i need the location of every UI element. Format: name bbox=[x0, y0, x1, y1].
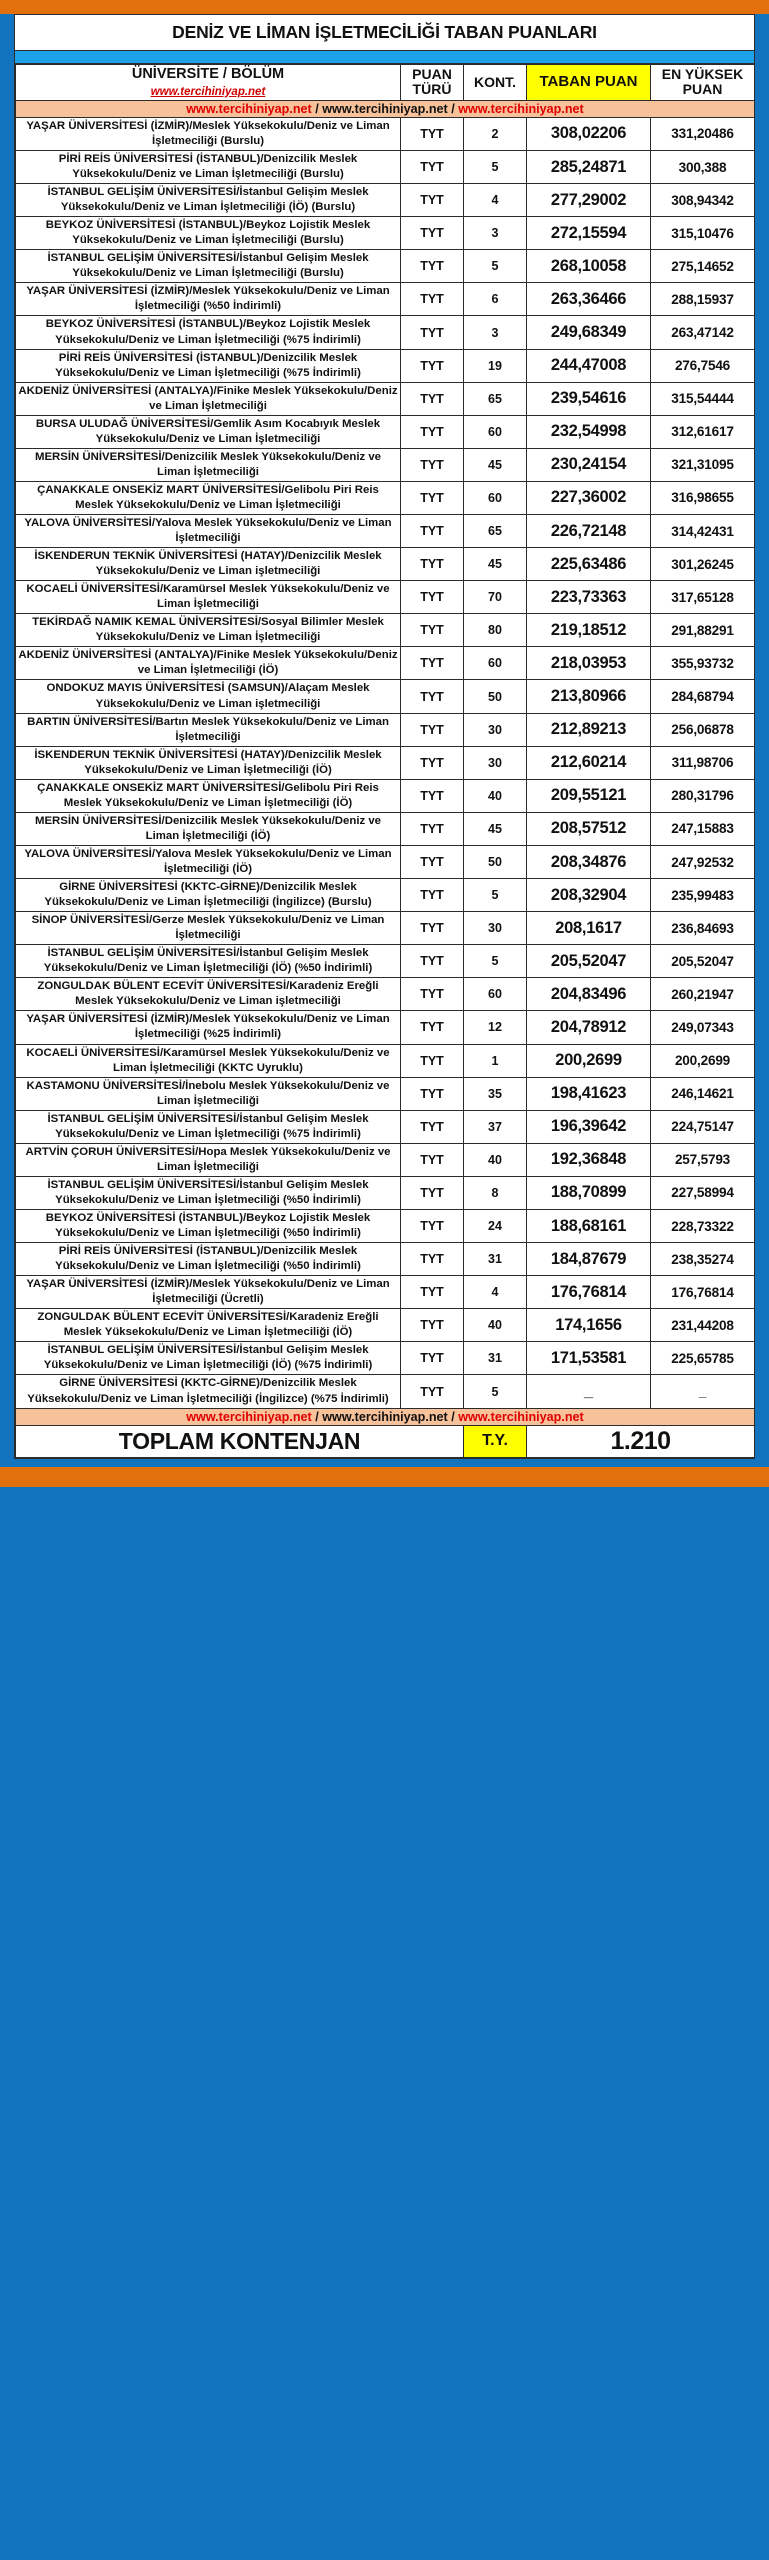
cell-highest-score: 314,42431 bbox=[651, 515, 755, 548]
cell-quota: 4 bbox=[464, 1276, 527, 1309]
cell-score-type: TYT bbox=[401, 250, 464, 283]
table-row bbox=[16, 614, 755, 647]
cell-university: BEYKOZ ÜNİVERSİTESİ (İSTANBUL)/Beykoz Lojistik Meslek Yüksekokulu/Deniz ve Liman İşletmeciliği (%75 İndirimli) bbox=[16, 316, 401, 349]
cell-base-score: 204,83496 bbox=[527, 978, 651, 1011]
cell-score-type: TYT bbox=[401, 879, 464, 912]
cell-score-type: TYT bbox=[401, 1309, 464, 1342]
cell-highest-score: 227,58994 bbox=[651, 1176, 755, 1209]
cell-university: ZONGULDAK BÜLENT ECEVİT ÜNİVERSİTESİ/Karadeniz Ereğli Meslek Yüksekokulu/Deniz ve Liman işletmeciliği bbox=[16, 978, 401, 1011]
cell-base-score: 188,68161 bbox=[527, 1209, 651, 1242]
total-row bbox=[16, 1425, 755, 1457]
table-row bbox=[16, 1276, 755, 1309]
cell-university: YAŞAR ÜNİVERSİTESİ (İZMİR)/Meslek Yüksekokulu/Deniz ve Liman İşletmeciliği (Ücretli) bbox=[16, 1276, 401, 1309]
table-row bbox=[16, 1209, 755, 1242]
cell-highest-score: 308,94342 bbox=[651, 184, 755, 217]
cell-score-type: TYT bbox=[401, 746, 464, 779]
cell-score-type: TYT bbox=[401, 845, 464, 878]
table-row bbox=[16, 746, 755, 779]
table-head bbox=[16, 65, 755, 118]
table-row bbox=[16, 184, 755, 217]
column-header-university bbox=[16, 65, 401, 101]
cell-university: İSTANBUL GELİŞİM ÜNİVERSİTESİ/İstanbul Gelişim Meslek Yüksekokulu/Deniz ve Liman İşletmeciliği (İÖ) (%50 İndirimli) bbox=[16, 945, 401, 978]
table-row bbox=[16, 415, 755, 448]
cell-score-type: TYT bbox=[401, 1011, 464, 1044]
cell-highest-score: 284,68794 bbox=[651, 680, 755, 713]
cell-university: PİRİ REİS ÜNİVERSİTESİ (İSTANBUL)/Denizcilik Meslek Yüksekokulu/Deniz ve Liman İşletmeciliği (%75 İndirimli) bbox=[16, 349, 401, 382]
cell-base-score: 208,57512 bbox=[527, 812, 651, 845]
cell-highest-score: 355,93732 bbox=[651, 647, 755, 680]
page-title: DENİZ VE LİMAN İŞLETMECİLİĞİ TABAN PUANLARI bbox=[15, 15, 754, 51]
cell-base-score: 198,41623 bbox=[527, 1077, 651, 1110]
cell-highest-score: 200,2699 bbox=[651, 1044, 755, 1077]
cell-score-type: TYT bbox=[401, 812, 464, 845]
cell-base-score: 171,53581 bbox=[527, 1342, 651, 1375]
cell-base-score: 192,36848 bbox=[527, 1143, 651, 1176]
cell-base-score: 223,73363 bbox=[527, 581, 651, 614]
cell-university: ONDOKUZ MAYIS ÜNİVERSİTESİ (SAMSUN)/Alaçam Meslek Yüksekokulu/Deniz ve Liman işletmeciliği bbox=[16, 680, 401, 713]
cell-score-type: TYT bbox=[401, 680, 464, 713]
cell-quota: 8 bbox=[464, 1176, 527, 1209]
cell-score-type: TYT bbox=[401, 548, 464, 581]
cell-score-type: TYT bbox=[401, 117, 464, 150]
cell-quota: 40 bbox=[464, 779, 527, 812]
cell-university: İSTANBUL GELİŞİM ÜNİVERSİTESİ/İstanbul Gelişim Meslek Yüksekokulu/Deniz ve Liman İşletmeciliği (%50 İndirimli) bbox=[16, 1176, 401, 1209]
cell-base-score: 174,1656 bbox=[527, 1309, 651, 1342]
cell-base-score: 204,78912 bbox=[527, 1011, 651, 1044]
cell-university: ARTVİN ÇORUH ÜNİVERSİTESİ/Hopa Meslek Yüksekokulu/Deniz ve Liman İşletmeciliği bbox=[16, 1143, 401, 1176]
cell-university: YAŞAR ÜNİVERSİTESİ (İZMİR)/Meslek Yüksekokulu/Deniz ve Liman İşletmeciliği (%25 İndirimli) bbox=[16, 1011, 401, 1044]
cell-quota: 40 bbox=[464, 1309, 527, 1342]
cell-highest-score: 260,21947 bbox=[651, 978, 755, 1011]
cell-highest-score: 321,31095 bbox=[651, 448, 755, 481]
cell-base-score: 205,52047 bbox=[527, 945, 651, 978]
bottom-orange-bar bbox=[0, 1467, 769, 1487]
cell-university: İSTANBUL GELİŞİM ÜNİVERSİTESİ/İstanbul Gelişim Meslek Yüksekokulu/Deniz ve Liman İşletmeciliği (Burslu) bbox=[16, 250, 401, 283]
cell-highest-score: 280,31796 bbox=[651, 779, 755, 812]
cell-university: İSTANBUL GELİŞİM ÜNİVERSİTESİ/İstanbul Gelişim Meslek Yüksekokulu/Deniz ve Liman İşletmeciliği (İÖ) (%75 İndirimli) bbox=[16, 1342, 401, 1375]
table-row bbox=[16, 680, 755, 713]
promo-link-4[interactable]: www.tercihiniyap.net bbox=[186, 1409, 312, 1424]
total-score-type: T.Y. bbox=[464, 1425, 527, 1457]
cell-score-type: TYT bbox=[401, 1243, 464, 1276]
bottom-gap bbox=[0, 1459, 769, 1467]
cell-score-type: TYT bbox=[401, 481, 464, 514]
table-row bbox=[16, 1110, 755, 1143]
promo-banner-bottom-row bbox=[16, 1408, 755, 1425]
cell-highest-score: 331,20486 bbox=[651, 117, 755, 150]
table-row bbox=[16, 283, 755, 316]
table-row bbox=[16, 647, 755, 680]
cell-university: AKDENİZ ÜNİVERSİTESİ (ANTALYA)/Finike Meslek Yüksekokulu/Deniz ve Liman İşletmeciliği bbox=[16, 382, 401, 415]
cell-university: SİNOP ÜNİVERSİTESİ/Gerze Meslek Yüksekokulu/Deniz ve Liman İşletmeciliği bbox=[16, 912, 401, 945]
cell-base-score: 308,02206 bbox=[527, 117, 651, 150]
cell-base-score: 227,36002 bbox=[527, 481, 651, 514]
table-row bbox=[16, 1342, 755, 1375]
cell-highest-score: 300,388 bbox=[651, 150, 755, 183]
cell-highest-score: 231,44208 bbox=[651, 1309, 755, 1342]
cell-quota: 60 bbox=[464, 978, 527, 1011]
cell-score-type: TYT bbox=[401, 349, 464, 382]
cell-score-type: TYT bbox=[401, 1209, 464, 1242]
table-row bbox=[16, 713, 755, 746]
cell-base-score: 277,29002 bbox=[527, 184, 651, 217]
cell-highest-score: 247,15883 bbox=[651, 812, 755, 845]
cell-base-score: 268,10058 bbox=[527, 250, 651, 283]
cell-score-type: TYT bbox=[401, 1110, 464, 1143]
cell-score-type: TYT bbox=[401, 581, 464, 614]
cell-base-score: 200,2699 bbox=[527, 1044, 651, 1077]
cell-university: İSKENDERUN TEKNİK ÜNİVERSİTESİ (HATAY)/Denizcilik Meslek Yüksekokulu/Deniz ve Liman işletmeciliği bbox=[16, 548, 401, 581]
cell-quota: 31 bbox=[464, 1243, 527, 1276]
cell-score-type: TYT bbox=[401, 1176, 464, 1209]
table-row bbox=[16, 250, 755, 283]
promo-banner-bottom[interactable] bbox=[16, 1408, 755, 1425]
cell-highest-score: 224,75147 bbox=[651, 1110, 755, 1143]
cell-base-score: 239,54616 bbox=[527, 382, 651, 415]
column-header-base-score: TABAN PUAN bbox=[527, 65, 651, 101]
table-row bbox=[16, 316, 755, 349]
cell-score-type: TYT bbox=[401, 1375, 464, 1408]
table-row bbox=[16, 812, 755, 845]
table-row bbox=[16, 382, 755, 415]
cell-highest-score: 236,84693 bbox=[651, 912, 755, 945]
cell-base-score: 208,34876 bbox=[527, 845, 651, 878]
cell-university: İSTANBUL GELİŞİM ÜNİVERSİTESİ/İstanbul Gelişim Meslek Yüksekokulu/Deniz ve Liman İşletmeciliği (%75 İndirimli) bbox=[16, 1110, 401, 1143]
promo-link-2[interactable]: www.tercihiniyap.net bbox=[322, 101, 448, 116]
table-row bbox=[16, 978, 755, 1011]
top-orange-bar bbox=[0, 0, 769, 14]
cell-quota: 5 bbox=[464, 150, 527, 183]
cell-base-score: 213,80966 bbox=[527, 680, 651, 713]
cell-quota: 60 bbox=[464, 481, 527, 514]
cell-quota: 24 bbox=[464, 1209, 527, 1242]
cell-quota: 60 bbox=[464, 647, 527, 680]
cell-base-score: 208,32904 bbox=[527, 879, 651, 912]
cell-highest-score: 235,99483 bbox=[651, 879, 755, 912]
cell-quota: 65 bbox=[464, 515, 527, 548]
cell-highest-score: 315,54444 bbox=[651, 382, 755, 415]
cell-university: YALOVA ÜNİVERSİTESİ/Yalova Meslek Yüksekokulu/Deniz ve Liman İşletmeciliği bbox=[16, 515, 401, 548]
cell-score-type: TYT bbox=[401, 448, 464, 481]
cell-score-type: TYT bbox=[401, 1077, 464, 1110]
cell-university: GİRNE ÜNİVERSİTESİ (KKTC-GİRNE)/Denizcilik Meslek Yüksekokulu/Deniz ve Liman İşletmeciliği (İngilizce) (Burslu) bbox=[16, 879, 401, 912]
cell-score-type: TYT bbox=[401, 978, 464, 1011]
cell-highest-score: _ bbox=[651, 1375, 755, 1408]
cell-score-type: TYT bbox=[401, 1143, 464, 1176]
cell-university: GİRNE ÜNİVERSİTESİ (KKTC-GİRNE)/Denizcilik Meslek Yüksekokulu/Deniz ve Liman İşletmeciliği (İngilizce) (%75 İndirimli) bbox=[16, 1375, 401, 1408]
table-row bbox=[16, 448, 755, 481]
cell-highest-score: 301,26245 bbox=[651, 548, 755, 581]
cell-highest-score: 291,88291 bbox=[651, 614, 755, 647]
cell-score-type: TYT bbox=[401, 945, 464, 978]
cell-quota: 5 bbox=[464, 250, 527, 283]
cell-score-type: TYT bbox=[401, 1342, 464, 1375]
cell-highest-score: 311,98706 bbox=[651, 746, 755, 779]
cell-highest-score: 276,7546 bbox=[651, 349, 755, 382]
cell-highest-score: 176,76814 bbox=[651, 1276, 755, 1309]
table-foot bbox=[16, 1408, 755, 1457]
cell-score-type: TYT bbox=[401, 150, 464, 183]
cell-quota: 2 bbox=[464, 117, 527, 150]
promo-sep-3: / bbox=[311, 1409, 323, 1424]
cell-base-score: 244,47008 bbox=[527, 349, 651, 382]
cell-university: YALOVA ÜNİVERSİTESİ/Yalova Meslek Yüksekokulu/Deniz ve Liman İşletmeciliği (İÖ) bbox=[16, 845, 401, 878]
cell-university: TEKİRDAĞ NAMIK KEMAL ÜNİVERSİTESİ/Sosyal Bilimler Meslek Yüksekokulu/Deniz ve Liman İşletmeciliği bbox=[16, 614, 401, 647]
table-row bbox=[16, 1044, 755, 1077]
cell-highest-score: 263,47142 bbox=[651, 316, 755, 349]
cell-base-score: 212,60214 bbox=[527, 746, 651, 779]
table-row bbox=[16, 1143, 755, 1176]
cell-score-type: TYT bbox=[401, 713, 464, 746]
column-header-quota: KONT. bbox=[464, 65, 527, 101]
promo-banner-top[interactable] bbox=[16, 100, 755, 117]
table-row bbox=[16, 779, 755, 812]
cell-base-score: 184,87679 bbox=[527, 1243, 651, 1276]
table-row bbox=[16, 1077, 755, 1110]
table-body bbox=[16, 117, 755, 1408]
cell-quota: 40 bbox=[464, 1143, 527, 1176]
cell-base-score: 219,18512 bbox=[527, 614, 651, 647]
cell-quota: 12 bbox=[464, 1011, 527, 1044]
cell-quota: 6 bbox=[464, 283, 527, 316]
cell-quota: 5 bbox=[464, 879, 527, 912]
table-row bbox=[16, 845, 755, 878]
promo-link-5[interactable]: www.tercihiniyap.net bbox=[322, 1409, 448, 1424]
table-row bbox=[16, 548, 755, 581]
cell-quota: 30 bbox=[464, 746, 527, 779]
cell-university: BURSA ULUDAĞ ÜNİVERSİTESİ/Gemlik Asım Kocabıyık Meslek Yüksekokulu/Deniz ve Liman İşletmeciliği bbox=[16, 415, 401, 448]
cell-base-score: 272,15594 bbox=[527, 217, 651, 250]
cell-score-type: TYT bbox=[401, 912, 464, 945]
cell-score-type: TYT bbox=[401, 316, 464, 349]
table-row bbox=[16, 1011, 755, 1044]
cell-quota: 70 bbox=[464, 581, 527, 614]
cell-quota: 3 bbox=[464, 217, 527, 250]
cell-highest-score: 225,65785 bbox=[651, 1342, 755, 1375]
cell-university: YAŞAR ÜNİVERSİTESİ (İZMİR)/Meslek Yüksekokulu/Deniz ve Liman İşletmeciliği (Burslu) bbox=[16, 117, 401, 150]
cell-highest-score: 275,14652 bbox=[651, 250, 755, 283]
cell-quota: 30 bbox=[464, 912, 527, 945]
cell-base-score: 232,54998 bbox=[527, 415, 651, 448]
table-card bbox=[14, 14, 755, 1459]
table-row bbox=[16, 1309, 755, 1342]
table-row bbox=[16, 150, 755, 183]
table-row bbox=[16, 581, 755, 614]
cell-highest-score: 288,15937 bbox=[651, 283, 755, 316]
cell-quota: 60 bbox=[464, 415, 527, 448]
cell-score-type: TYT bbox=[401, 647, 464, 680]
cell-base-score: 212,89213 bbox=[527, 713, 651, 746]
table-row bbox=[16, 1176, 755, 1209]
cell-university: KOCAELİ ÜNİVERSİTESİ/Karamürsel Meslek Yüksekokulu/Deniz ve Liman İşletmeciliği (KKTC Uyruklu) bbox=[16, 1044, 401, 1077]
cell-highest-score: 238,35274 bbox=[651, 1243, 755, 1276]
total-quota-value: 1.210 bbox=[527, 1425, 755, 1457]
cell-university: AKDENİZ ÜNİVERSİTESİ (ANTALYA)/Finike Meslek Yüksekokulu/Deniz ve Liman İşletmeciliği (İÖ) bbox=[16, 647, 401, 680]
cell-base-score: 209,55121 bbox=[527, 779, 651, 812]
cell-university: ÇANAKKALE ONSEKİZ MART ÜNİVERSİTESİ/Gelibolu Piri Reis Meslek Yüksekokulu/Deniz ve Liman İşletmeciliği bbox=[16, 481, 401, 514]
cell-quota: 50 bbox=[464, 845, 527, 878]
promo-banner-top-row bbox=[16, 100, 755, 117]
cell-university: PİRİ REİS ÜNİVERSİTESİ (İSTANBUL)/Denizcilik Meslek Yüksekokulu/Deniz ve Liman İşletmeciliği (Burslu) bbox=[16, 150, 401, 183]
cell-score-type: TYT bbox=[401, 515, 464, 548]
cell-university: İSKENDERUN TEKNİK ÜNİVERSİTESİ (HATAY)/Denizcilik Meslek Yüksekokulu/Deniz ve Liman İşletmeciliği (İÖ) bbox=[16, 746, 401, 779]
cell-quota: 4 bbox=[464, 184, 527, 217]
cell-quota: 37 bbox=[464, 1110, 527, 1143]
table-row bbox=[16, 1375, 755, 1408]
promo-sep-4: / bbox=[447, 1409, 459, 1424]
cell-base-score: 263,36466 bbox=[527, 283, 651, 316]
cell-university: KASTAMONU ÜNİVERSİTESİ/İnebolu Meslek Yüksekokulu/Deniz ve Liman İşletmeciliği bbox=[16, 1077, 401, 1110]
table-row bbox=[16, 1243, 755, 1276]
cell-quota: 5 bbox=[464, 1375, 527, 1408]
cell-score-type: TYT bbox=[401, 283, 464, 316]
table-row bbox=[16, 945, 755, 978]
column-header-score-type: PUAN TÜRÜ bbox=[401, 65, 464, 101]
cell-highest-score: 257,5793 bbox=[651, 1143, 755, 1176]
table-row bbox=[16, 217, 755, 250]
cell-base-score: 230,24154 bbox=[527, 448, 651, 481]
scores-table bbox=[15, 64, 755, 1458]
cell-quota: 30 bbox=[464, 713, 527, 746]
cell-score-type: TYT bbox=[401, 1276, 464, 1309]
cell-quota: 31 bbox=[464, 1342, 527, 1375]
cyan-divider bbox=[15, 51, 754, 64]
header-row bbox=[16, 65, 755, 101]
cell-university: BEYKOZ ÜNİVERSİTESİ (İSTANBUL)/Beykoz Lojistik Meslek Yüksekokulu/Deniz ve Liman İşletmeciliği (Burslu) bbox=[16, 217, 401, 250]
table-row bbox=[16, 349, 755, 382]
cell-quota: 3 bbox=[464, 316, 527, 349]
cell-base-score: 218,03953 bbox=[527, 647, 651, 680]
cell-base-score: 249,68349 bbox=[527, 316, 651, 349]
cell-score-type: TYT bbox=[401, 614, 464, 647]
cell-score-type: TYT bbox=[401, 382, 464, 415]
cell-base-score: 188,70899 bbox=[527, 1176, 651, 1209]
cell-university: İSTANBUL GELİŞİM ÜNİVERSİTESİ/İstanbul Gelişim Meslek Yüksekokulu/Deniz ve Liman İşletmeciliği (İÖ) (Burslu) bbox=[16, 184, 401, 217]
cell-score-type: TYT bbox=[401, 184, 464, 217]
cell-university: BARTIN ÜNİVERSİTESİ/Bartın Meslek Yüksekokulu/Deniz ve Liman İşletmeciliği bbox=[16, 713, 401, 746]
total-quota-label: TOPLAM KONTENJAN bbox=[16, 1425, 464, 1457]
cell-highest-score: 247,92532 bbox=[651, 845, 755, 878]
cell-highest-score: 316,98655 bbox=[651, 481, 755, 514]
cell-university: MERSİN ÜNİVERSİTESİ/Denizcilik Meslek Yüksekokulu/Deniz ve Liman İşletmeciliği bbox=[16, 448, 401, 481]
cell-score-type: TYT bbox=[401, 217, 464, 250]
cell-university: MERSİN ÜNİVERSİTESİ/Denizcilik Meslek Yüksekokulu/Deniz ve Liman İşletmeciliği (İÖ) bbox=[16, 812, 401, 845]
promo-sep-1: / bbox=[311, 101, 323, 116]
cell-quota: 1 bbox=[464, 1044, 527, 1077]
cell-university: ZONGULDAK BÜLENT ECEVİT ÜNİVERSİTESİ/Karadeniz Ereğli Meslek Yüksekokulu/Deniz ve Liman İşletmeciliği (İÖ) bbox=[16, 1309, 401, 1342]
cell-highest-score: 205,52047 bbox=[651, 945, 755, 978]
promo-sep-2: / bbox=[447, 101, 459, 116]
table-row bbox=[16, 117, 755, 150]
table-row bbox=[16, 515, 755, 548]
cell-quota: 5 bbox=[464, 945, 527, 978]
table-row bbox=[16, 481, 755, 514]
cell-base-score: 225,63486 bbox=[527, 548, 651, 581]
cell-highest-score: 315,10476 bbox=[651, 217, 755, 250]
cell-quota: 80 bbox=[464, 614, 527, 647]
cell-score-type: TYT bbox=[401, 415, 464, 448]
cell-highest-score: 249,07343 bbox=[651, 1011, 755, 1044]
cell-highest-score: 256,06878 bbox=[651, 713, 755, 746]
cell-base-score: _ bbox=[527, 1375, 651, 1408]
column-header-website-link[interactable]: www.tercihiniyap.net bbox=[150, 85, 266, 98]
cell-quota: 65 bbox=[464, 382, 527, 415]
cell-quota: 45 bbox=[464, 448, 527, 481]
cell-highest-score: 228,73322 bbox=[651, 1209, 755, 1242]
cell-score-type: TYT bbox=[401, 1044, 464, 1077]
cell-base-score: 285,24871 bbox=[527, 150, 651, 183]
cell-university: PİRİ REİS ÜNİVERSİTESİ (İSTANBUL)/Denizcilik Meslek Yüksekokulu/Deniz ve Liman İşletmeciliği (%50 İndirimli) bbox=[16, 1243, 401, 1276]
cell-university: ÇANAKKALE ONSEKİZ MART ÜNİVERSİTESİ/Gelibolu Piri Reis Meslek Yüksekokulu/Deniz ve Liman İşletmeciliği (İÖ) bbox=[16, 779, 401, 812]
cell-base-score: 226,72148 bbox=[527, 515, 651, 548]
table-row bbox=[16, 912, 755, 945]
cell-highest-score: 312,61617 bbox=[651, 415, 755, 448]
cell-university: BEYKOZ ÜNİVERSİTESİ (İSTANBUL)/Beykoz Lojistik Meslek Yüksekokulu/Deniz ve Liman İşletmeciliği (%50 İndirimli) bbox=[16, 1209, 401, 1242]
table-row bbox=[16, 879, 755, 912]
cell-quota: 19 bbox=[464, 349, 527, 382]
promo-link-6[interactable]: www.tercihiniyap.net bbox=[458, 1409, 584, 1424]
promo-link-3[interactable]: www.tercihiniyap.net bbox=[458, 101, 584, 116]
cell-quota: 35 bbox=[464, 1077, 527, 1110]
cell-quota: 45 bbox=[464, 812, 527, 845]
cell-highest-score: 246,14621 bbox=[651, 1077, 755, 1110]
cell-highest-score: 317,65128 bbox=[651, 581, 755, 614]
cell-base-score: 196,39642 bbox=[527, 1110, 651, 1143]
cell-base-score: 208,1617 bbox=[527, 912, 651, 945]
column-header-university-label: ÜNİVERSİTE / BÖLÜM bbox=[131, 66, 285, 82]
cell-university: KOCAELİ ÜNİVERSİTESİ/Karamürsel Meslek Yüksekokulu/Deniz ve Liman İşletmeciliği bbox=[16, 581, 401, 614]
promo-link-1[interactable]: www.tercihiniyap.net bbox=[186, 101, 312, 116]
cell-quota: 50 bbox=[464, 680, 527, 713]
column-header-highest-score: EN YÜKSEK PUAN bbox=[651, 65, 755, 101]
cell-university: YAŞAR ÜNİVERSİTESİ (İZMİR)/Meslek Yüksekokulu/Deniz ve Liman İşletmeciliği (%50 İndirimli) bbox=[16, 283, 401, 316]
cell-score-type: TYT bbox=[401, 779, 464, 812]
cell-quota: 45 bbox=[464, 548, 527, 581]
cell-base-score: 176,76814 bbox=[527, 1276, 651, 1309]
